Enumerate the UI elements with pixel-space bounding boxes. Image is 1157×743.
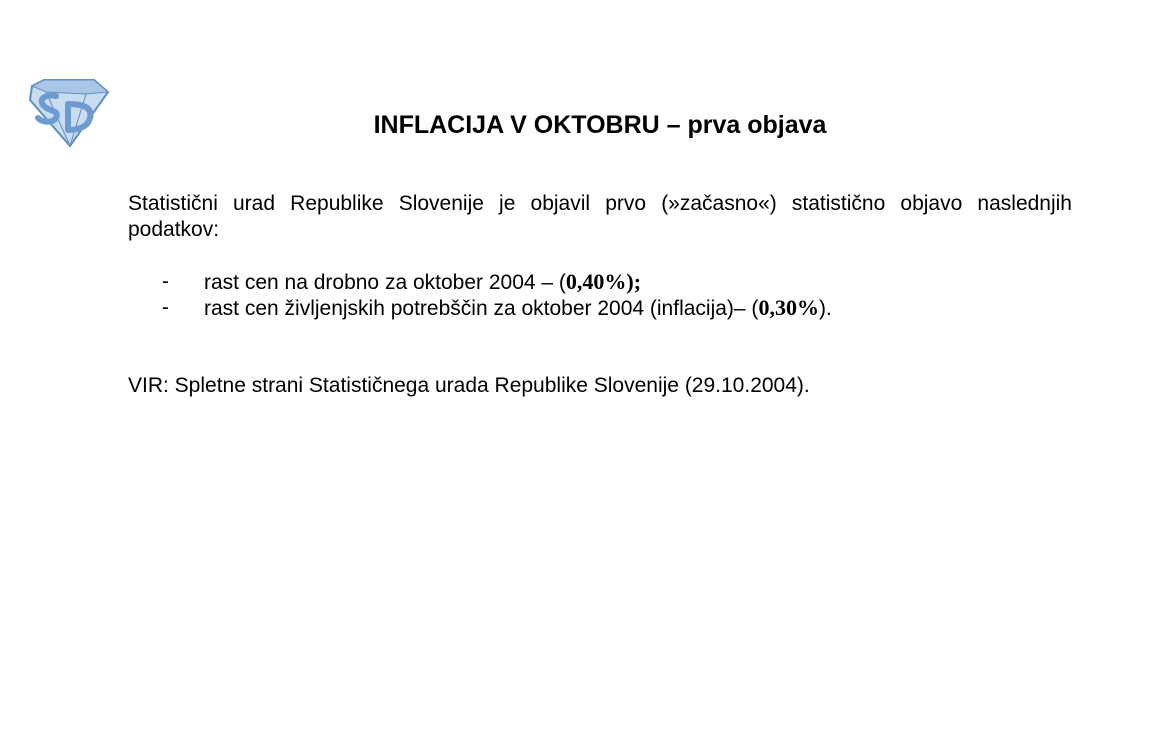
source-note: VIR: Spletne strani Statističnega urada Republike Slovenije (29.10.2004). (128, 374, 810, 397)
list-item-suffix: ). (818, 297, 832, 320)
list-item-text: rast cen na drobno za oktober 2004 – ( (204, 271, 566, 294)
data-list (128, 269, 1072, 321)
intro-paragraph: Statistični urad Republike Slovenije je objavil prvo (»začasno«) statistično objavo naslednjih podatkov: (128, 192, 1072, 241)
inflation-value: 0,30% (758, 295, 819, 320)
list-item-text: rast cen življenjskih potrebščin za oktober 2004 (inflacija)– ( (204, 297, 759, 320)
list-bullet: - (162, 270, 169, 293)
list-item (128, 295, 1072, 321)
list-item (128, 269, 1072, 295)
page-title: INFLACIJA V OKTOBRU – prva objava (373, 111, 827, 139)
list-bullet: - (162, 296, 169, 319)
retail-price-growth-value: 0,40%); (565, 269, 642, 294)
